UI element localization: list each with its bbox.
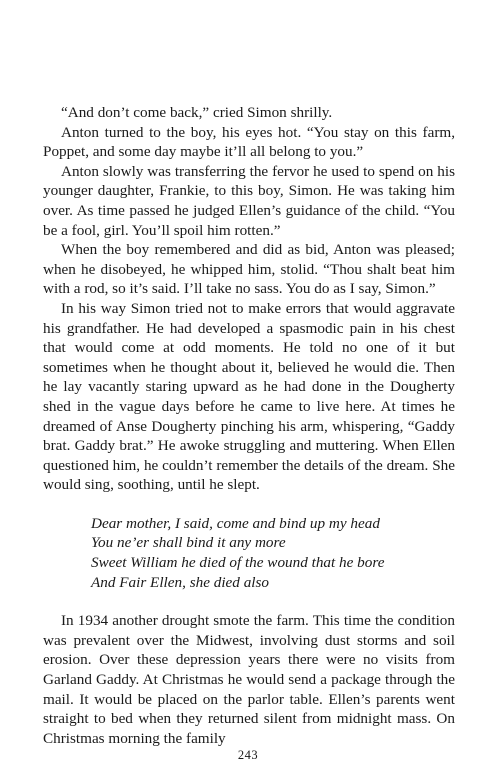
paragraph-3: Anton slowly was transferring the fervor he used to spend on his younger daughter, Frankie, to this boy, Simon. He was taking him over. As time passed he judged Ellen’s guidance of the child. “You be a fool, girl. You’ll spoil him rotten.” xyxy=(43,162,455,239)
paragraph-4: When the boy remembered and did as bid, Anton was pleased; when he disobeyed, he whipped him, stolid. “Thou shalt beat him with a rod, so it’s said. I’ll take no sass. You do as I say, Simon.” xyxy=(43,241,455,298)
verse-line-1: Dear mother, I said, come and bind up my head xyxy=(91,514,380,532)
closing-paragraph: In 1934 another drought smote the farm. This time the condition was prevalent over the Midwest, involving dust storms and soil erosion. Over these depression years there were no visits from Garland Gaddy. At Christmas he would send a package through the mail. It would be placed on the parlor table. Ellen’s parents went straight to bed when they returned silent from midnight mass. On Christmas morning the family xyxy=(43,612,455,747)
paragraph-1: “And don’t come back,” cried Simon shrilly. xyxy=(61,104,333,121)
verse-line-2: You ne’er shall bind it any more xyxy=(91,534,286,552)
paragraph-2: Anton turned to the boy, his eyes hot. “You stay on this farm, Poppet, and some day maybe it’ll all belong to you.” xyxy=(43,123,455,161)
verse-line-4: And Fair Ellen, she died also xyxy=(91,573,270,591)
paragraph-5: In his way Simon tried not to make errors that would aggravate his grandfather. He had developed a spasmodic pain in his chest that would come at odd moments. He told no one of it but sometimes when he thought about it, believed he would die. Then he lay vacantly staring upward as he had done in the Dougherty shed in the vague days before he came to live here. At times he dreamed of Anse Dougherty pinching his arm, whispering, “Gaddy brat. Gaddy brat.” He awoke struggling and muttering. When Ellen questioned him, he couldn’t remember the details of the dream. She would sing, soothing, until he slept. xyxy=(43,299,455,494)
verse-block xyxy=(91,514,455,592)
page-body xyxy=(43,103,455,748)
verse-line-3: Sweet William he died of the wound that he bore xyxy=(91,554,385,572)
page-number: 243 xyxy=(237,748,259,762)
